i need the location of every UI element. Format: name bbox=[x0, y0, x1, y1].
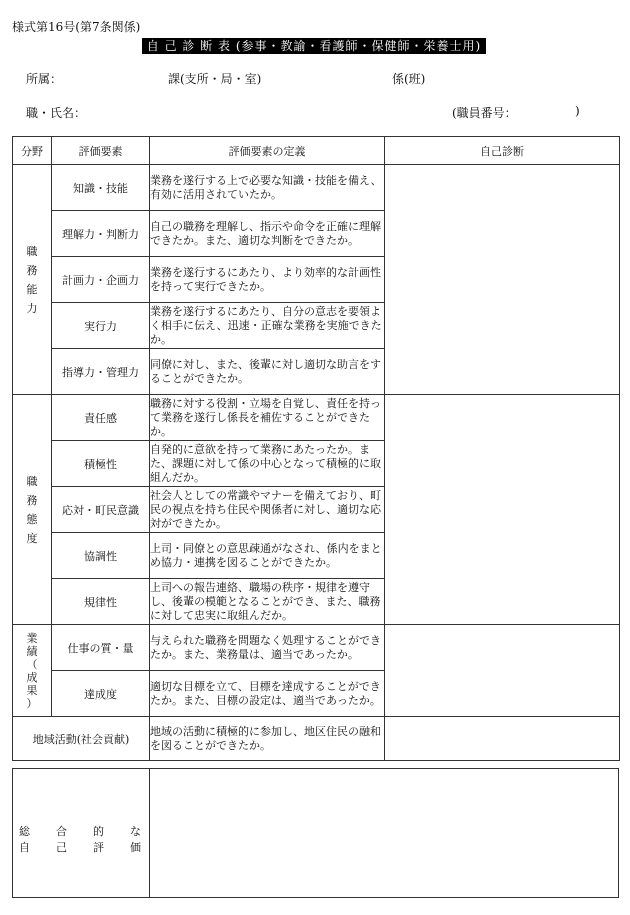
definition-cell: 地域の活動に積極的に参加し、地区住民の融和を図ることができたか。 bbox=[150, 717, 385, 761]
table-header-row bbox=[13, 137, 620, 165]
header-self-diagnosis: 自己診断 bbox=[385, 137, 620, 165]
table-row bbox=[13, 395, 620, 441]
definition-cell: 適切な目標を立て、目標を達成することができたか。また、目標の設定は、適当であったか。 bbox=[150, 671, 385, 717]
category-char: 務 bbox=[26, 493, 38, 507]
staff-number-label: (職員番号： bbox=[452, 106, 517, 120]
section-label: 係(班) bbox=[392, 72, 426, 86]
element-cell: 計画力・企画力 bbox=[52, 257, 150, 303]
category-char: ） bbox=[26, 696, 38, 710]
overall-char: 自 bbox=[19, 841, 30, 854]
overall-char: 己 bbox=[56, 841, 67, 854]
definition-cell: 業務を遂行するにあたり、より効率的な計画性を持って実行できたか。 bbox=[150, 257, 385, 303]
definition-cell: 上司・同僚との意思疎通がなされ、係内をまとめ協力・連携を図ることができたか。 bbox=[150, 533, 385, 579]
evaluation-table bbox=[12, 136, 620, 761]
self-diagnosis-field[interactable] bbox=[385, 165, 620, 395]
self-diagnosis-field[interactable] bbox=[385, 717, 620, 761]
element-cell: 積極性 bbox=[52, 441, 150, 487]
self-diagnosis-field[interactable] bbox=[385, 395, 620, 625]
department-label: 課(支所・局・室) bbox=[168, 72, 262, 86]
element-cell: 規律性 bbox=[52, 579, 150, 625]
header-element: 評価要素 bbox=[52, 137, 150, 165]
category-achievement bbox=[13, 625, 52, 717]
element-cell: 指導力・管理力 bbox=[52, 349, 150, 395]
overall-char: 的 bbox=[93, 825, 104, 838]
category-char: 務 bbox=[26, 263, 38, 277]
category-char: 力 bbox=[26, 301, 38, 315]
overall-char: な bbox=[130, 825, 141, 838]
definition-cell: 自己の職務を理解し、指示や命令を正確に理解できたか。また、適切な判断をできたか。 bbox=[150, 211, 385, 257]
form-number: 様式第16号(第7条関係) bbox=[12, 20, 141, 34]
element-cell: 責任感 bbox=[52, 395, 150, 441]
definition-cell: 自発的に意欲を持って業務にあたったか。また、課題に対して係の中心となって積極的に取組んだか。 bbox=[150, 441, 385, 487]
overall-char: 評 bbox=[93, 841, 104, 854]
overall-evaluation-field[interactable] bbox=[150, 769, 618, 897]
overall-self-evaluation bbox=[12, 768, 619, 898]
overall-label bbox=[13, 769, 150, 897]
element-cell: 知識・技能 bbox=[52, 165, 150, 211]
category-char: 成 bbox=[26, 670, 38, 684]
header-definition: 評価要素の定義 bbox=[150, 137, 385, 165]
element-cell: 達成度 bbox=[52, 671, 150, 717]
category-char: 態 bbox=[26, 512, 38, 526]
definition-cell: 業務を遂行する上で必要な知識・技能を備え、有効に活用されていたか。 bbox=[150, 165, 385, 211]
category-job-ability bbox=[13, 165, 52, 395]
community-label: 地域活動(社会貢献) bbox=[13, 717, 150, 761]
self-diagnosis-field[interactable] bbox=[385, 625, 620, 717]
definition-cell: 業務を遂行するにあたり、自分の意志を要領よく相手に伝え、迅速・正確な業務を実施できたか。 bbox=[150, 303, 385, 349]
category-char: 能 bbox=[26, 282, 38, 296]
table-row bbox=[13, 717, 620, 761]
table-row bbox=[13, 165, 620, 211]
category-char: 職 bbox=[26, 244, 38, 258]
category-char: 業 bbox=[26, 631, 38, 645]
element-cell: 協調性 bbox=[52, 533, 150, 579]
definition-cell: 社会人としての常識やマナーを備えており、町民の視点を持ち住民や関係者に対し、適切な応対ができたか。 bbox=[150, 487, 385, 533]
affiliation-label: 所属： bbox=[26, 72, 63, 86]
element-cell: 実行力 bbox=[52, 303, 150, 349]
overall-char: 価 bbox=[130, 841, 141, 854]
job-name-label: 職・氏名： bbox=[26, 106, 87, 120]
element-cell: 理解力・判断力 bbox=[52, 211, 150, 257]
category-char: 職 bbox=[26, 474, 38, 488]
element-cell: 仕事の質・量 bbox=[52, 625, 150, 671]
category-job-attitude bbox=[13, 395, 52, 625]
category-char: 度 bbox=[26, 531, 38, 545]
element-cell: 応対・町民意識 bbox=[52, 487, 150, 533]
category-char: 果 bbox=[26, 683, 38, 697]
category-char: 績 bbox=[26, 644, 38, 658]
definition-cell: 職務に対する役割・立場を自覚し、責任を持って業務を遂行し係長を補佐することができたか。 bbox=[150, 395, 385, 441]
page-title: 自 己 診 断 表 (参事・教諭・看護師・保健師・栄養士用) bbox=[142, 38, 486, 54]
overall-char: 総 bbox=[19, 825, 30, 838]
category-char: （ bbox=[26, 657, 38, 671]
definition-cell: 同僚に対し、また、後輩に対し適切な助言をすることができたか。 bbox=[150, 349, 385, 395]
definition-cell: 与えられた職務を問題なく処理することができたか。また、業務量は、適当であったか。 bbox=[150, 625, 385, 671]
table-row bbox=[13, 625, 620, 671]
header-field: 分野 bbox=[13, 137, 52, 165]
staff-number-close: ) bbox=[575, 104, 580, 118]
overall-char: 合 bbox=[56, 825, 67, 838]
definition-cell: 上司への報告連絡、職場の秩序・規律を遵守し、後輩の模範となることができ、また、職務に対して忠実に取組んだか。 bbox=[150, 579, 385, 625]
